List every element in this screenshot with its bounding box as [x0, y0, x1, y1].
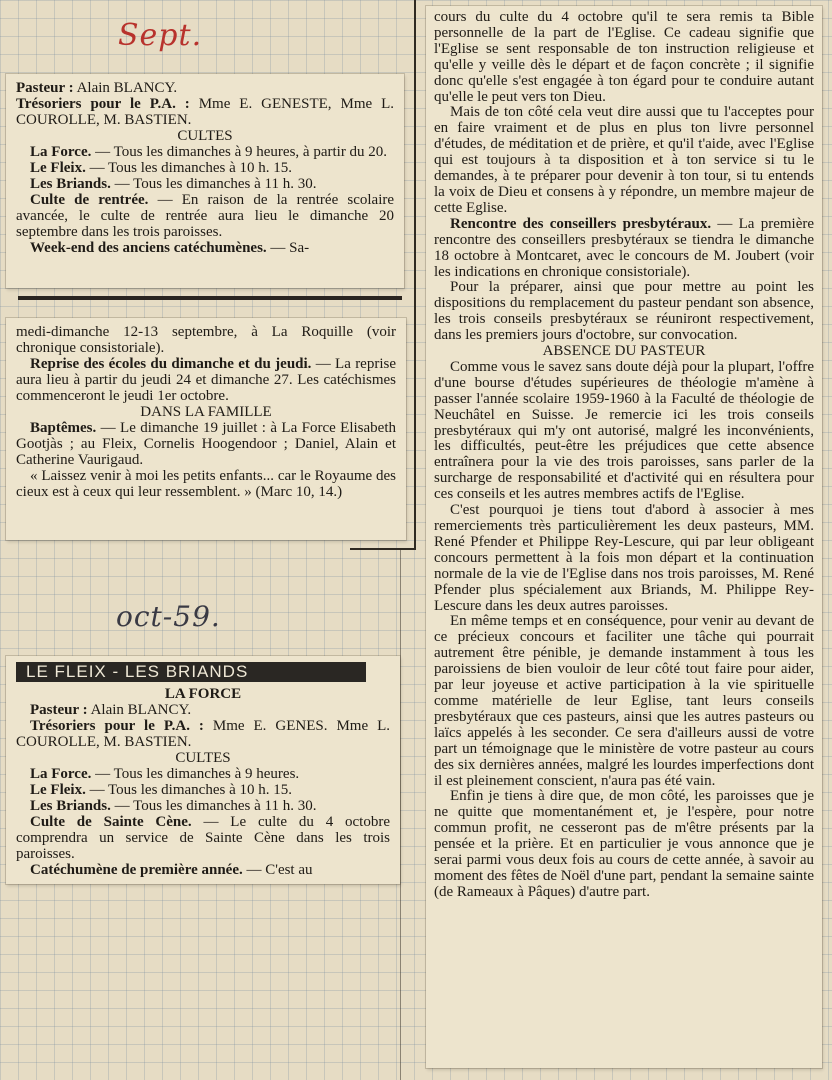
- cultes-heading: CULTES: [177, 128, 233, 144]
- la-force-heading: LA FORCE: [164, 686, 242, 702]
- culte-la-force: La Force. — Tous les dimanches à 9 heures, à partir du 20.: [30, 144, 388, 160]
- sainte-cene: Culte de Sainte Cène. — Le culte du 4 octobre comprendra un service de Sainte Cène dans les trois paroisses.: [16, 814, 391, 862]
- clipping-september-top: [6, 74, 404, 288]
- clipping-right-column: [426, 6, 822, 1068]
- clipping-separator-rule: [18, 296, 402, 300]
- conseillers-paragraph: Rencontre des conseillers presbytéraux. — La première rencontre des conseillers presbytéraux se tiendra le dimanche 18 octobre à Montcaret, avec le concours de M. Joubert (voir les indications en chronique consistoriale).: [434, 215, 815, 280]
- tresoriers-line: Trésoriers pour le P.A. : Mme E. GENESTE, Mme L. COUROLLE, M. BASTIEN.: [16, 96, 394, 128]
- culte-les-briands-oct: Les Briands. — Tous les dimanches à 11 h. 30.: [30, 798, 317, 814]
- demande-paragraph: En même temps et en conséquence, pour venir au devant de ce précieux concours et faciliter une tâche qui pourrait autrement être pénible, je demande instamment à tous les paroissiens de bien vouloir de leur côté tout faire pour aider, par leur joyeuse et active participation à la vie spirituelle comme matérielle de leur Eglise, tant leurs conseils presbytéraux que ces pasteurs, ainsi que les autres pasteurs ou laïcs appelés à les seconder. Ce sera d'ailleurs aussi de votre part un témoignage que le ministère de votre pasteur au cours des six dernières années, malgré les lourdes imperfections dont il est pleinement conscient, n'aura pas été vain.: [434, 613, 814, 789]
- clipping-october: [6, 656, 400, 884]
- culte-les-briands: Les Briands. — Tous les dimanches à 11 h. 30.: [30, 176, 317, 192]
- conclusion-paragraph: Enfin je tiens à dire que, de mon côté, les paroisses que je ne quitte que momentanément et, je l'espère, pour notre commun profit, ne cesseront pas de m'être présents par la pensée et la prière. Et en particulier je vous annonce que je serai parmi vous deux fois au cours de cette année, à savoir au moment des fêtes de Noël d'une part, pendant la semaine sainte (de Rameaux à Pâques) d'autre part.: [434, 788, 814, 900]
- weekend-catechumenes: Week-end des anciens catéchumènes. — Sa-: [30, 240, 310, 256]
- catechumene: Catéchumène de première année. — C'est au: [30, 862, 313, 878]
- tresoriers-line-oct: Trésoriers pour le P.A. : Mme E. GENES. Mme L. COUROLLE, M. BASTIEN.: [16, 718, 390, 750]
- baptemes: Baptêmes. — Le dimanche 19 juillet : à La Force Elisabeth Gootjàs ; au Fleix, Cornelis Hoogendoor ; Daniel, Alain et Catherine Vaurigaud.: [16, 420, 396, 468]
- absence-paragraph: Comme vous le savez sans doute déjà pour la plupart, l'offre d'une bourse d'études supérieures de théologie m'amène à passer l'année scolaire 1959-1960 à la Faculté de théologie de Neuchâtel en Suisse. Je remercie ici les trois conseils presbytéraux qui m'y ont autorisé, malgré les inconvénients, les difficultés, peut-être les préjudices que cette absence entraînera pour la vie des trois paroisses, sans parler de la surcharge de responsabilité et d'activité qui en résultera pour ces conseils et les autres membres actifs de l'Eglise.: [434, 358, 814, 503]
- cultes-heading-oct: CULTES: [175, 750, 231, 766]
- clipping-underline: [350, 548, 414, 550]
- notebook-center-fold-lower: [400, 548, 401, 1080]
- bible-gift-paragraph: cours du culte du 4 octobre qu'il te sera remis ta Bible personnelle de la part de l'Eglise. Ce cadeau signifie que l'Eglise se sent responsable de ton instruction religieuse et qu'elle y veille dès le départ et de façon concrète ; il signifie donc qu'elle s'est engagée à ton égard pour te conduire autant qu'elle le peut vers ton Dieu.: [434, 9, 814, 105]
- weekend-continuation: medi-dimanche 12-13 septembre, à La Roquille (voir chronique consistoriale).: [16, 324, 396, 356]
- notebook-center-fold: [414, 0, 416, 550]
- reprise-ecoles: Reprise des écoles du dimanche et du jeudi. — La reprise aura lieu à partir du jeudi 24 et dimanche 27. Les catéchismes commenceront le jeudi 1er octobre.: [16, 356, 397, 404]
- culte-rentree: Culte de rentrée. — En raison de la rentrée scolaire avancée, le culte de rentrée aura lieu le dimanche 20 septembre dans les trois paroisses.: [16, 192, 395, 240]
- handwritten-sept-note: Sept.: [118, 18, 203, 53]
- absence-heading: ABSENCE DU PASTEUR: [542, 343, 706, 360]
- bible-quote: « Laissez venir à moi les petits enfants... car le Royaume des cieux est à ceux qui leur ressemblent. » (Marc 10, 14.): [16, 468, 396, 500]
- famille-heading: DANS LA FAMILLE: [140, 404, 272, 420]
- handwritten-oct-note: oct-59.: [116, 600, 221, 633]
- culte-le-fleix-oct: Le Fleix. — Tous les dimanches à 10 h. 15.: [30, 782, 292, 798]
- bible-meaning-paragraph: Mais de ton côté cela veut dire aussi que tu l'acceptes pour en faire vraiment et de plus en plus ton livre personnel d'études, de méditation et de prière, et qu'il t'aide, avec l'Eglise qui est toujours à ta disposition et à ton service si tu le demandes, à te préparer pour devenir à ton tour, si tu entends la voix de Dieu et consens à y répondre, un membre majeur de cette Eglise.: [434, 104, 814, 216]
- remerciements-paragraph: C'est pourquoi je tiens tout d'abord à associer à mes remerciements très particulièrement les deux pasteurs, MM. René Pfender et Philippe Rey-Lescure, qui par leur obligeant concours permettent à la fois mon départ et la continuation normale de la vie de l'Eglise dans nos trois paroisses, M. René Pfender plus spécialement aux Briands, M. Philippe Rey-Lescure dans les deux autres paroisses.: [434, 502, 814, 614]
- pasteur-line-oct: Pasteur : Alain BLANCY.: [30, 702, 192, 718]
- culte-la-force-oct: La Force. — Tous les dimanches à 9 heures.: [30, 766, 300, 782]
- preparation-paragraph: Pour la préparer, ainsi que pour mettre au point les dispositions du remplacement du pasteur pendant son absence, les trois conseils presbytéraux se réuniront respectivement, dans les premiers jours d'octobre, sur convocation.: [434, 279, 814, 344]
- clipping-september-bottom: [6, 318, 406, 540]
- parish-banner: LE FLEIX - LES BRIANDS: [16, 662, 366, 682]
- culte-le-fleix: Le Fleix. — Tous les dimanches à 10 h. 15.: [30, 160, 292, 176]
- pasteur-line: Pasteur : Alain BLANCY.: [16, 80, 178, 96]
